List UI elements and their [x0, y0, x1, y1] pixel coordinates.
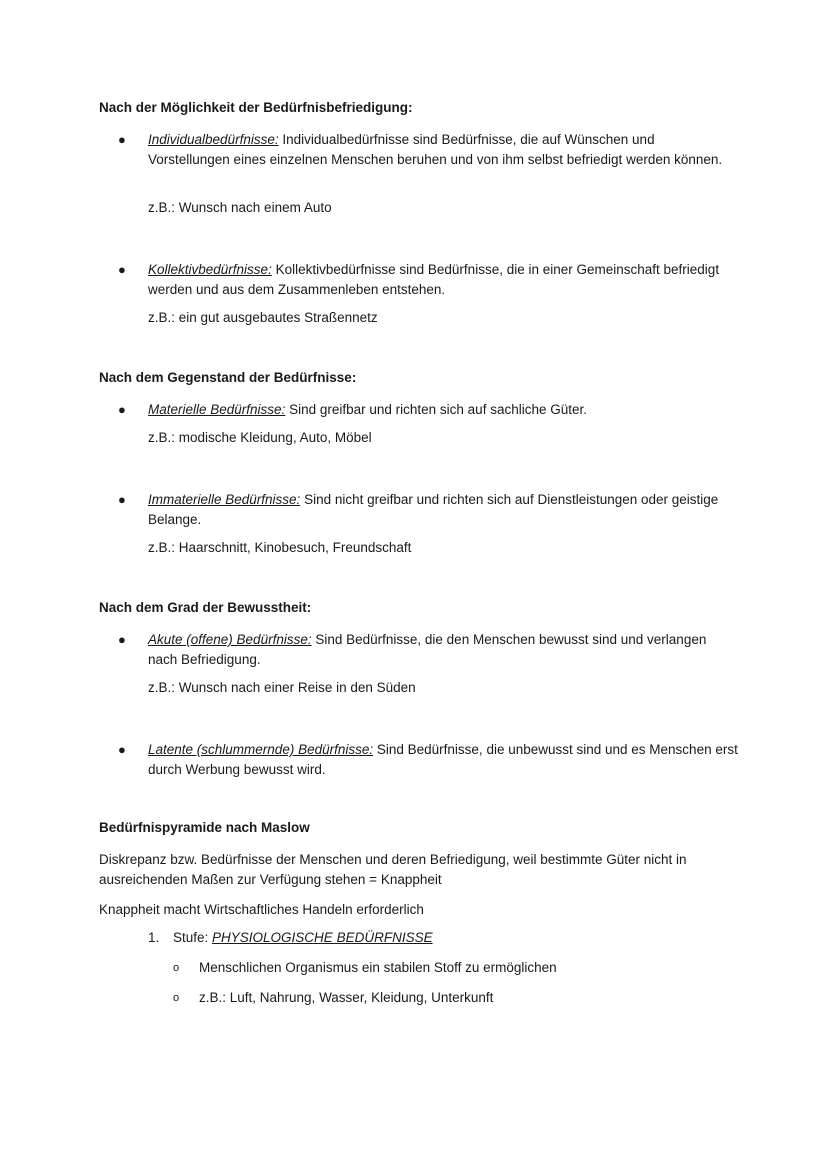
term-kollektiv: Kollektivbedürfnisse:: [148, 262, 272, 277]
term-akut: Akute (offene) Bedürfnisse:: [148, 632, 312, 647]
sub-item-organismus: Menschlichen Organismus ein stabilen Stoff zu ermöglichen: [199, 960, 557, 975]
example-materiell: z.B.: modische Kleidung, Auto, Möbel: [148, 430, 372, 445]
definition-materiell: Sind greifbar und richten sich auf sachliche Güter.: [285, 402, 587, 417]
section-heading-moeglichkeit: Nach der Möglichkeit der Bedürfnisbefriedigung:: [99, 100, 413, 115]
example-individual: z.B.: Wunsch nach einem Auto: [148, 200, 332, 215]
term-immateriell: Immaterielle Bedürfnisse:: [148, 492, 301, 507]
bullet-icon: ●: [118, 262, 126, 277]
list-item-individual: [148, 130, 738, 169]
circle-bullet-icon: o: [173, 962, 180, 974]
list-item-immateriell: [148, 490, 738, 529]
bullet-icon: ●: [118, 492, 126, 507]
bullet-icon: ●: [118, 402, 126, 417]
stufe-item: [173, 930, 433, 945]
section-heading-gegenstand: Nach dem Gegenstand der Bedürfnisse:: [99, 370, 357, 385]
sub-item-beispiel: z.B.: Luft, Nahrung, Wasser, Kleidung, Unterkunft: [199, 990, 494, 1005]
list-item-materiell: [148, 400, 738, 420]
term-materiell: Materielle Bedürfnisse:: [148, 402, 286, 417]
term-individual: Individualbedürfnisse:: [148, 132, 279, 147]
example-immateriell: z.B.: Haarschnitt, Kinobesuch, Freundschaft: [148, 540, 412, 555]
example-akut: z.B.: Wunsch nach einer Reise in den Süden: [148, 680, 416, 695]
list-number: 1.: [148, 930, 160, 945]
circle-bullet-icon: o: [173, 992, 180, 1004]
list-item-latent: [148, 740, 738, 779]
maslow-paragraph-knappheit: Diskrepanz bzw. Bedürfnisse der Menschen und deren Befriedigung, weil bestimmte Güter nicht in ausreichenden Maßen zur Verfügung stehen = Knappheit: [99, 852, 687, 887]
list-item-kollektiv: [148, 260, 738, 299]
definition-individual: Individualbedürfnisse sind Bedürfnisse, die auf Wünschen und Vorstellungen eines einzelnen Menschen beruhen und von ihm selbst befriedigt werden können.: [148, 132, 723, 167]
stufe-label: Stufe:: [173, 930, 213, 945]
bullet-icon: ●: [118, 632, 126, 647]
maslow-paragraph-handeln: Knappheit macht Wirtschaftliches Handeln erforderlich: [99, 902, 424, 917]
stufe-term: PHYSIOLOGISCHE BEDÜRFNISSE: [212, 930, 433, 945]
bullet-icon: ●: [118, 742, 126, 757]
definition-immateriell: Sind nicht greifbar und richten sich auf Dienstleistungen oder geistige Belange.: [148, 492, 719, 527]
bullet-icon: ●: [118, 132, 126, 147]
definition-latent: Sind Bedürfnisse, die unbewusst sind und es Menschen erst durch Werbung bewusst wird.: [148, 742, 738, 777]
section-heading-bewusstheit: Nach dem Grad der Bewusstheit:: [99, 600, 312, 615]
term-latent: Latente (schlummernde) Bedürfnisse:: [148, 742, 374, 757]
list-item-akut: [148, 630, 738, 669]
definition-kollektiv: Kollektivbedürfnisse sind Bedürfnisse, die in einer Gemeinschaft befriedigt werden und aus dem Zusammenleben entstehen.: [148, 262, 720, 297]
example-kollektiv: z.B.: ein gut ausgebautes Straßennetz: [148, 310, 378, 325]
definition-akut: Sind Bedürfnisse, die den Menschen bewusst sind und verlangen nach Befriedigung.: [148, 632, 707, 667]
maslow-heading: Bedürfnispyramide nach Maslow: [99, 820, 310, 835]
